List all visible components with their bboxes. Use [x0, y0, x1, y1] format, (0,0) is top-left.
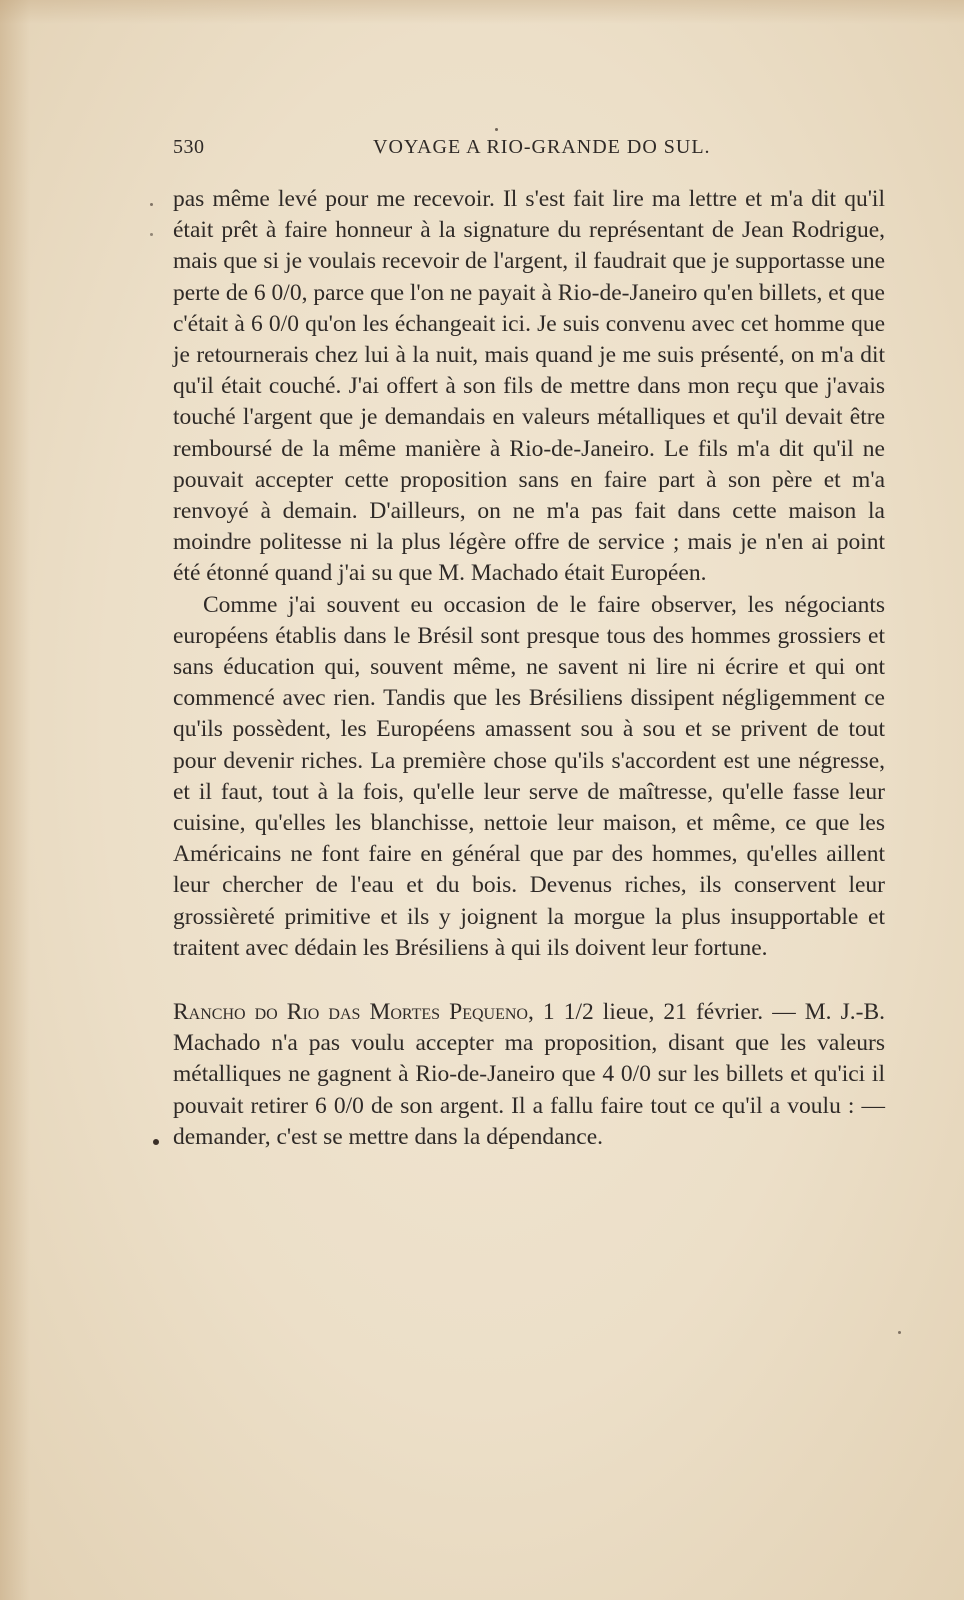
ink-speck [495, 128, 498, 131]
ink-speck [153, 1139, 159, 1145]
ink-speck [898, 1331, 901, 1334]
running-title: VOYAGE A RIO-GRANDE DO SUL. [373, 136, 711, 158]
ink-speck [150, 203, 153, 206]
entry-text: 1 1/2 lieue, 21 février. — M. J.-B. Machado n'a pas voulu accepter ma proposition, disant que les valeurs métalliques ne gagnent à Rio-de-Janeiro que 4 0/0 sur les billets et qu'ici il pouvait retirer 6 0/0 de son argent. Il a fallu faire tout ce qu'il a voulu : — demander, c'est se mettre dans la dépendance. [173, 999, 886, 1150]
page-top-shadow [0, 0, 964, 24]
body-text [173, 184, 885, 1153]
paragraph: pas même levé pour me recevoir. Il s'est fait lire ma lettre et m'a dit qu'il était prêt à faire honneur à la signature du représentant de Jean Rodrigue, mais que si je voulais recevoir de l'argent, il faudrait que je supportasse une perte de 6 0/0, parce que l'on ne payait à Rio-de-Janeiro qu'en billets, et que c'était à 6 0/0 qu'on les échangeait ici. Je suis convenu avec cet homme que je retournerais chez lui à la nuit, mais quand je me suis présenté, on m'a dit qu'il était couché. J'ai offert à son fils de mettre dans mon reçu que j'avais touché l'argent que je demandais en valeurs métalliques et qu'il devait être remboursé de la même manière à Rio-de-Janeiro. Le fils m'a dit qu'il ne pouvait accepter cette proposition sans en faire part à son père et m'a renvoyé à demain. D'ailleurs, on ne m'a pas fait dans cette maison la moindre politesse ni la plus légère offre de service ; mais je n'en ai point été étonné quand j'ai su que M. Machado était Européen. [173, 186, 885, 587]
diary-entry [173, 997, 885, 1153]
page-number: 530 [173, 136, 205, 158]
page-edge-shadow [0, 0, 30, 1600]
running-header [173, 136, 891, 166]
paragraph: Comme j'ai souvent eu occasion de le faire observer, les négociants européens établis dans le Brésil sont presque tous des hommes grossiers et sans éducation qui, souvent même, ne savent ni lire ni écrire et qui ont commencé avec rien. Tandis que les Brésiliens dissipent négligemment ce qu'ils possèdent, les Européens amassent sou à sou et se privent de tout pour devenir riches. La première chose qu'ils s'accordent est une négresse, et il faut, tout à la fois, qu'elle leur serve de maîtresse, qu'elle fasse leur cuisine, qu'elles les blanchisse, nettoie leur maison, et même, ce que les Américains ne font faire en général que par des hommes, qu'elles aillent leur chercher de l'eau et du bois. Devenus riches, ils conservent leur grossièreté primitive et ils y joignent la morgue la plus insupportable et traitent avec dédain les Brésiliens à qui ils doivent leur fortune. [173, 591, 885, 961]
entry-heading: Rancho do Rio das Mortes Pequeno, [173, 999, 534, 1026]
ink-speck [150, 233, 153, 236]
